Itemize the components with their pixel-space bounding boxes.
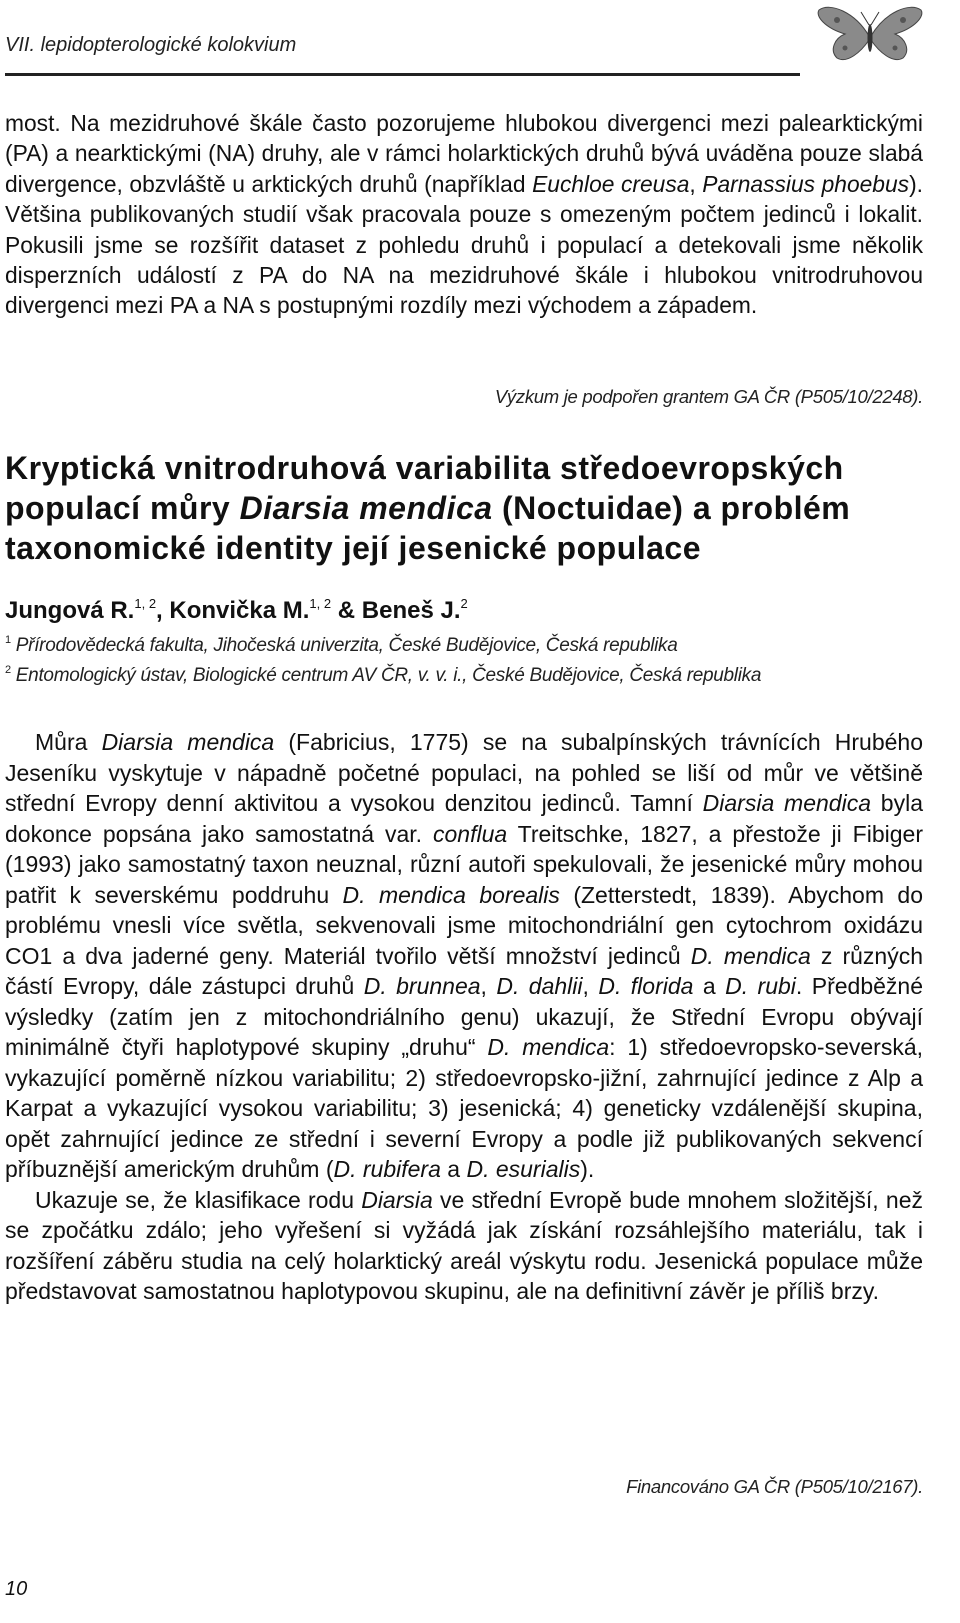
body-paragraph-1: Můra Diarsia mendica (Fabricius, 1775) se na subalpínských trávnících Hrubého Jeseníku vyskytuje v nápadně početné populaci, na pohled se liší od můr ve většině střední Evropy denní aktivitou a vysokou denzitou jedinců. Tamní Diarsia mendica byla dokonce popsána jako samostatná var. conflua Treitschke, 1827, a přestože ji Fibiger (1993) jako samostatný taxon neuznal, různí autoři spekulovali, že jesenické můry mohou patřit k severskému poddruhu D. mendica borealis (Zetterstedt, 1839). Abychom do problému vnesli více světla, sekvenovali jsme mitochondriální gen cytochrom oxidázu CO1 a dva jaderné geny. Materiál tvořilo větší množství jedinců D. mendica z různých částí Evropy, dále zástupci druhů D. brunnea, D. dahlii, D. florida a D. rubi. Předběžné výsledky (zatím jen z mitochondriálního genu) ukazují, že Střední Evropu obývají minimálně čtyři haplotypové skupiny „druhu“ D. mendica: 1) středoevropsko-severská, vykazující poměrně nízkou variabilitu; 2) středoevropsko-jižní, zahrnující jedince z Alp a Karpat a vykazující vysokou variabilitu; 3) jesenická; 4) geneticky vzdálenější skupina, opět zahrnující jedince ze střední i severní Evropy a podle již publikovaných sekvencí příbuznější americkým druhům (D. rubifera a D. esurialis). [5,729,923,1182]
butterfly-logo [815,2,925,72]
page-number: 10 [5,1578,28,1600]
running-header: VII. lepidopterologické kolokvium [5,34,297,56]
affiliation-2: $^2$ Entomologický ústav, Biologické centrum AV ČR, v. v. i., České Budějovice, Česká republika [5,664,762,686]
grant-credit: Výzkum je podpořen grantem GA ČR (P505/10/2248). [494,386,923,407]
body-paragraph-2: Ukazuje se, že klasifikace rodu Diarsia ve střední Evropě bude mnohem složitější, než se zpočátku zdálo; jeho vyřešení si vyžádá jak získání rozsáhlejšího materiálu, tak i rozšíření záběru studia na celý holarktický areál výskytu rodu. Jesenická populace může představovat samostatnou haplotypovou skupinu, ale na definitivní závěr je příliš brzy. [5,1186,923,1304]
header-rule [5,73,800,76]
funding-credit: Financováno GA ČR (P505/10/2167). [626,1476,923,1497]
authors: Jungová R.$^{1, 2}$, Konvička M.$^{1, 2}$ & Beneš J.$^2$ [5,596,468,624]
affiliation-1: $^1$ Přírodovědecká fakulta, Jihočeská univerzita, České Budějovice, Česká republika [5,634,678,656]
article-title: Kryptická vnitrodruhová variabilita středoevropských populací můry Diarsia mendica (Noctuidae) a problém taxonomické identity její jesenické populace [5,450,851,566]
intro-paragraph: most. Na mezidruhové škále často pozorujeme hlubokou divergenci mezi palearktickými (PA) a nearktickými (NA) druhy, ale v rámci holarktických druhů bývá uváděna pouze slabá divergence, obzvláště u arktických druhů (například Euchloe creusa, Parnassius phoebus). Většina publikovaných studií však pracovala pouze s omezeným počtem jedinců i lokalit. Pokusili jsme se rozšířit dataset z pohledu druhů i populací a detekovali jsme několik disperzních událostí z PA do NA na mezidruhové škále i hlubokou vnitrodruhovou divergenci mezi PA a NA s postupnými rozdíly mezi východem a západem. [5,110,923,319]
article-body [5,727,923,1307]
